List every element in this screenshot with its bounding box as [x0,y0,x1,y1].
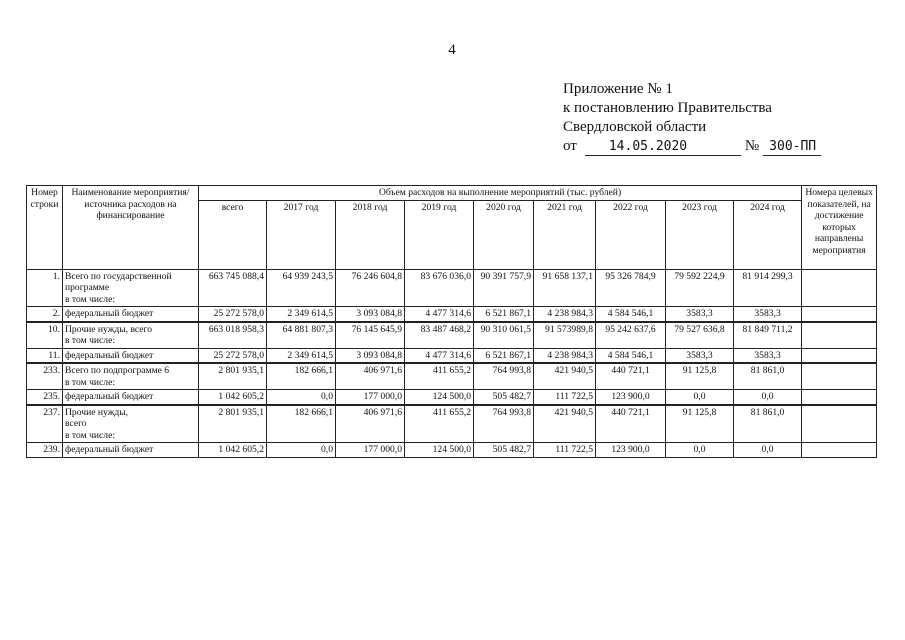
value-2021: 91 573989,8 [534,322,596,349]
header-year: 2023 год [666,200,734,269]
value-2022: 123 900,0 [596,443,666,458]
target-indicators [802,322,877,349]
value-2018: 406 971,6 [336,363,405,390]
value-2022: 95 242 637,6 [596,322,666,349]
target-indicators [802,363,877,390]
value-2019: 124 500,0 [405,390,474,405]
value-2021: 421 940,5 [534,405,596,443]
value-2019: 411 655,2 [405,363,474,390]
value-total: 663 745 088,4 [199,269,267,307]
value-2023: 0,0 [666,443,734,458]
value-2023: 3583,3 [666,307,734,322]
header-year: 2024 год [734,200,802,269]
value-2022: 440 721,1 [596,363,666,390]
value-2022: 123 900,0 [596,390,666,405]
target-indicators [802,307,877,322]
value-total: 1 042 605,2 [199,443,267,458]
value-2017: 2 349 614,5 [267,348,336,363]
value-2024: 3583,3 [734,307,802,322]
header-year: 2018 год [336,200,405,269]
row-number: 1. [27,269,63,307]
value-2020: 505 482,7 [474,443,534,458]
value-2020: 505 482,7 [474,390,534,405]
expenses-table [26,185,877,458]
row-number: 235. [27,390,63,405]
value-2019: 4 477 314,6 [405,307,474,322]
table-row [27,390,877,405]
value-2019: 83 487 468,2 [405,322,474,349]
date-prefix: от [563,138,577,154]
row-number: 2. [27,307,63,322]
header-volume: Объем расходов на выполнение мероприятий (тыс. рублей) [199,186,802,201]
value-2022: 440 721,1 [596,405,666,443]
value-2017: 64 881 807,3 [267,322,336,349]
value-total: 25 272 578,0 [199,307,267,322]
header-row-number: Номер строки [27,186,63,270]
value-2020: 90 391 757,9 [474,269,534,307]
row-name: федеральный бюджет [63,348,199,363]
table-row [27,348,877,363]
value-total: 1 042 605,2 [199,390,267,405]
value-2024: 0,0 [734,390,802,405]
value-2021: 111 722,5 [534,390,596,405]
row-number: 11. [27,348,63,363]
row-number: 237. [27,405,63,443]
value-2023: 79 527 636,8 [666,322,734,349]
appendix-title: Приложение № 1 [563,81,673,97]
value-2023: 79 592 224,9 [666,269,734,307]
value-2024: 81 914 299,3 [734,269,802,307]
header-name: Наименование мероприятия/ источника расходов на финансирование [63,186,199,270]
value-2018: 3 093 084,8 [336,348,405,363]
target-indicators [802,405,877,443]
row-name: федеральный бюджет [63,443,199,458]
row-name: Прочие нужды, всего в том числе: [63,322,199,349]
table-row [27,322,877,349]
resolution-date: 14.05.2020 [585,139,741,156]
value-2017: 182 666,1 [267,405,336,443]
value-2021: 421 940,5 [534,363,596,390]
value-2018: 177 000,0 [336,443,405,458]
header-row-1 [27,186,877,201]
value-2021: 91 658 137,1 [534,269,596,307]
value-2017: 0,0 [267,390,336,405]
value-2019: 411 655,2 [405,405,474,443]
row-name: Прочие нужды, всего в том числе: [63,405,199,443]
value-2024: 0,0 [734,443,802,458]
header-year: 2022 год [596,200,666,269]
value-2019: 124 500,0 [405,443,474,458]
value-2024: 81 861,0 [734,363,802,390]
value-2020: 764 993,8 [474,363,534,390]
value-2024: 81 861,0 [734,405,802,443]
target-indicators [802,390,877,405]
value-total: 25 272 578,0 [199,348,267,363]
value-2018: 76 246 604,8 [336,269,405,307]
appendix-date-line [563,137,863,156]
page-number: 4 [448,42,456,58]
value-2022: 4 584 546,1 [596,307,666,322]
value-2017: 64 939 243,5 [267,269,336,307]
header-year: 2017 год [267,200,336,269]
row-number: 10. [27,322,63,349]
value-2020: 6 521 867,1 [474,307,534,322]
value-2017: 182 666,1 [267,363,336,390]
resolution-number: 300-ПП [763,139,821,156]
table-row [27,405,877,443]
appendix-region-line: Свердловской области [563,119,707,135]
header-total: всего [199,200,267,269]
value-2020: 6 521 867,1 [474,348,534,363]
appendix-header [563,80,863,156]
header-year: 2020 год [474,200,534,269]
value-2017: 0,0 [267,443,336,458]
table-row [27,307,877,322]
row-name: Всего по государственной программе в том числе: [63,269,199,307]
value-total: 2 801 935,1 [199,363,267,390]
table-row [27,363,877,390]
value-2019: 4 477 314,6 [405,348,474,363]
target-indicators [802,269,877,307]
target-indicators [802,443,877,458]
value-2023: 3583,3 [666,348,734,363]
value-2019: 83 676 036,0 [405,269,474,307]
appendix-resolution-line: к постановлению Правительства [563,100,772,116]
value-2024: 81 849 711,2 [734,322,802,349]
row-name: Всего по подпрограмме 6 в том числе: [63,363,199,390]
value-2020: 90 310 061,5 [474,322,534,349]
value-2024: 3583,3 [734,348,802,363]
header-target: Номера целевых показателей, на достижение которых направлены мероприятия [802,186,877,270]
value-2018: 76 145 645,9 [336,322,405,349]
value-2021: 4 238 984,3 [534,348,596,363]
value-2018: 3 093 084,8 [336,307,405,322]
value-2018: 406 971,6 [336,405,405,443]
row-name: федеральный бюджет [63,390,199,405]
value-2023: 0,0 [666,390,734,405]
value-2017: 2 349 614,5 [267,307,336,322]
number-sign: № [744,138,760,154]
row-name: федеральный бюджет [63,307,199,322]
value-2021: 4 238 984,3 [534,307,596,322]
value-2022: 4 584 546,1 [596,348,666,363]
table-row [27,269,877,307]
row-number: 233. [27,363,63,390]
value-total: 663 018 958,3 [199,322,267,349]
value-2023: 91 125,8 [666,405,734,443]
row-number: 239. [27,443,63,458]
target-indicators [802,348,877,363]
value-2018: 177 000,0 [336,390,405,405]
value-2021: 111 722,5 [534,443,596,458]
value-total: 2 801 935,1 [199,405,267,443]
value-2020: 764 993,8 [474,405,534,443]
table-row [27,443,877,458]
value-2022: 95 326 784,9 [596,269,666,307]
header-year: 2021 год [534,200,596,269]
header-year: 2019 год [405,200,474,269]
value-2023: 91 125,8 [666,363,734,390]
